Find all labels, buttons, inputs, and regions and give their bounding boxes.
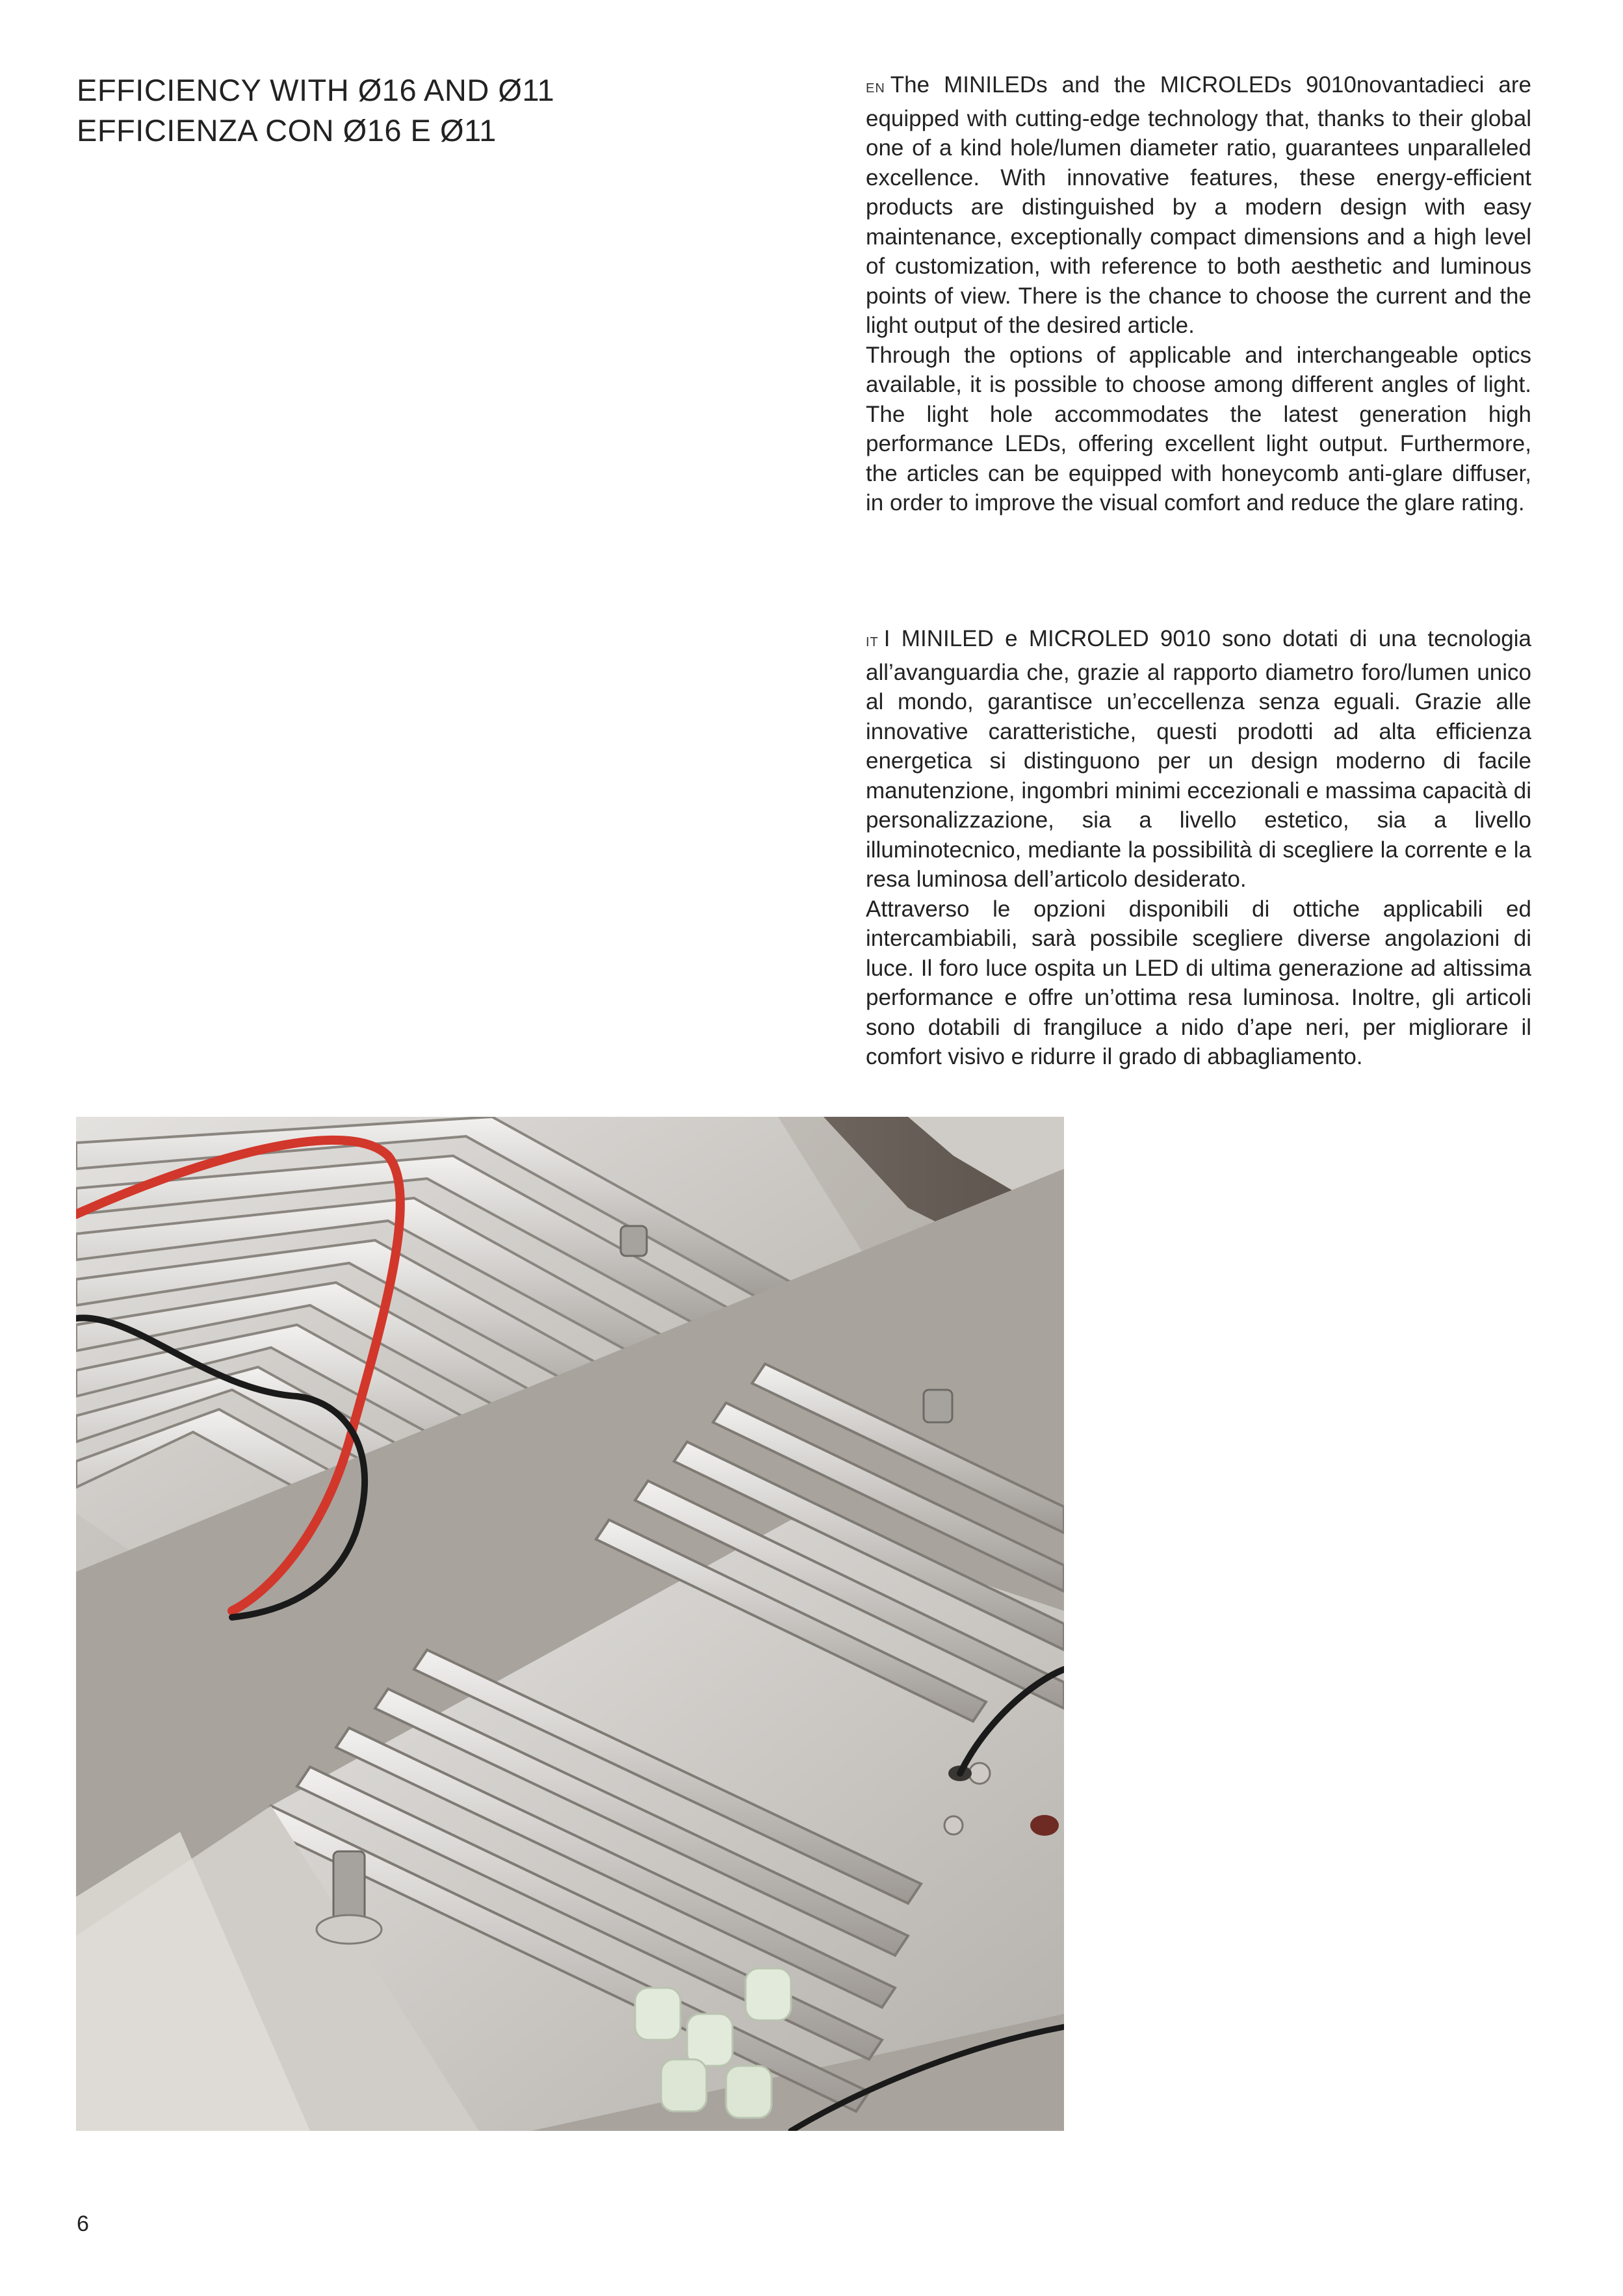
- red-led-dot: [1030, 1815, 1059, 1836]
- english-language-tag: EN: [866, 81, 885, 96]
- english-paragraph-2: Through the options of applicable and interchangeable optics available, it is possible to choose among different angles of light. The light hole accommodates the latest generation high performance LEDs, offering excellent light output. Furthermore, the articles can be equipped with honeycomb anti-glare diffuser, in order to improve the visual comfort and reduce the glare rating.: [866, 342, 1531, 515]
- page-number: 6: [77, 2211, 89, 2236]
- heading-italian: EFFICIENZA CON Ø16 E Ø11: [77, 113, 497, 148]
- rivet-right-2: [944, 1816, 963, 1834]
- italian-text-block: [866, 624, 1531, 1072]
- heatsink-photo: [76, 1117, 1064, 2131]
- italian-language-tag: IT: [866, 635, 879, 649]
- italian-paragraph-1-text: I MINILED e MICROLED 9010 sono dotati di una tecnologia all’avanguardia che, grazie al rapporto diametro foro/lumen unico al mondo, garantisce un’eccellenza senza eguali. Grazie alle innovative caratteristiche, questi prodotti ad alta efficienza energetica si distinguono per un design moderno di facile manutenzione, ingombri minimi eccezionali e massima capacità di personalizzazione, sia a livello estetico, sia a livello illuminotecnico, mediante la possibilità di scegliere la corrente e la resa luminosa dell’articolo desiderato.: [866, 626, 1531, 892]
- english-text-block: [866, 70, 1531, 518]
- italian-paragraph-2: Attraverso le opzioni disponibili di ottiche applicabili ed intercambiabili, sarà possibile scegliere diverse angolazioni di luce. Il foro luce ospita un LED di ultima generazione ad altissima performance e offre un’ottima resa luminosa. Inoltre, gli articoli sono dotabili di frangiluce a nido d’ape neri, per migliorare il comfort visivo e ridurre il grado di abbagliamento.: [866, 896, 1531, 1069]
- heatsink-illustration: [76, 1117, 1064, 2131]
- english-paragraph-1: [866, 70, 1531, 341]
- rivet-right-1: [969, 1763, 990, 1784]
- bolt-right: [924, 1390, 952, 1422]
- english-paragraph-1-text: The MINILEDs and the MICROLEDs 9010novantadieci are equipped with cutting-edge technology that, thanks to their global one of a kind hole/lumen diameter ratio, guarantees unparalleled excellence. With innovative features, these energy-efficient products are distinguished by a modern design with easy maintenance, exceptionally compact dimensions and a high level of customization, with reference to both aesthetic and luminous points of view. There is the chance to choose the current and the light output of the desired article.: [866, 72, 1531, 338]
- page-heading: [77, 70, 792, 151]
- italian-paragraph-1: [866, 624, 1531, 894]
- bolt-top: [621, 1226, 647, 1256]
- heading-english: EFFICIENCY WITH Ø16 AND Ø11: [77, 73, 555, 107]
